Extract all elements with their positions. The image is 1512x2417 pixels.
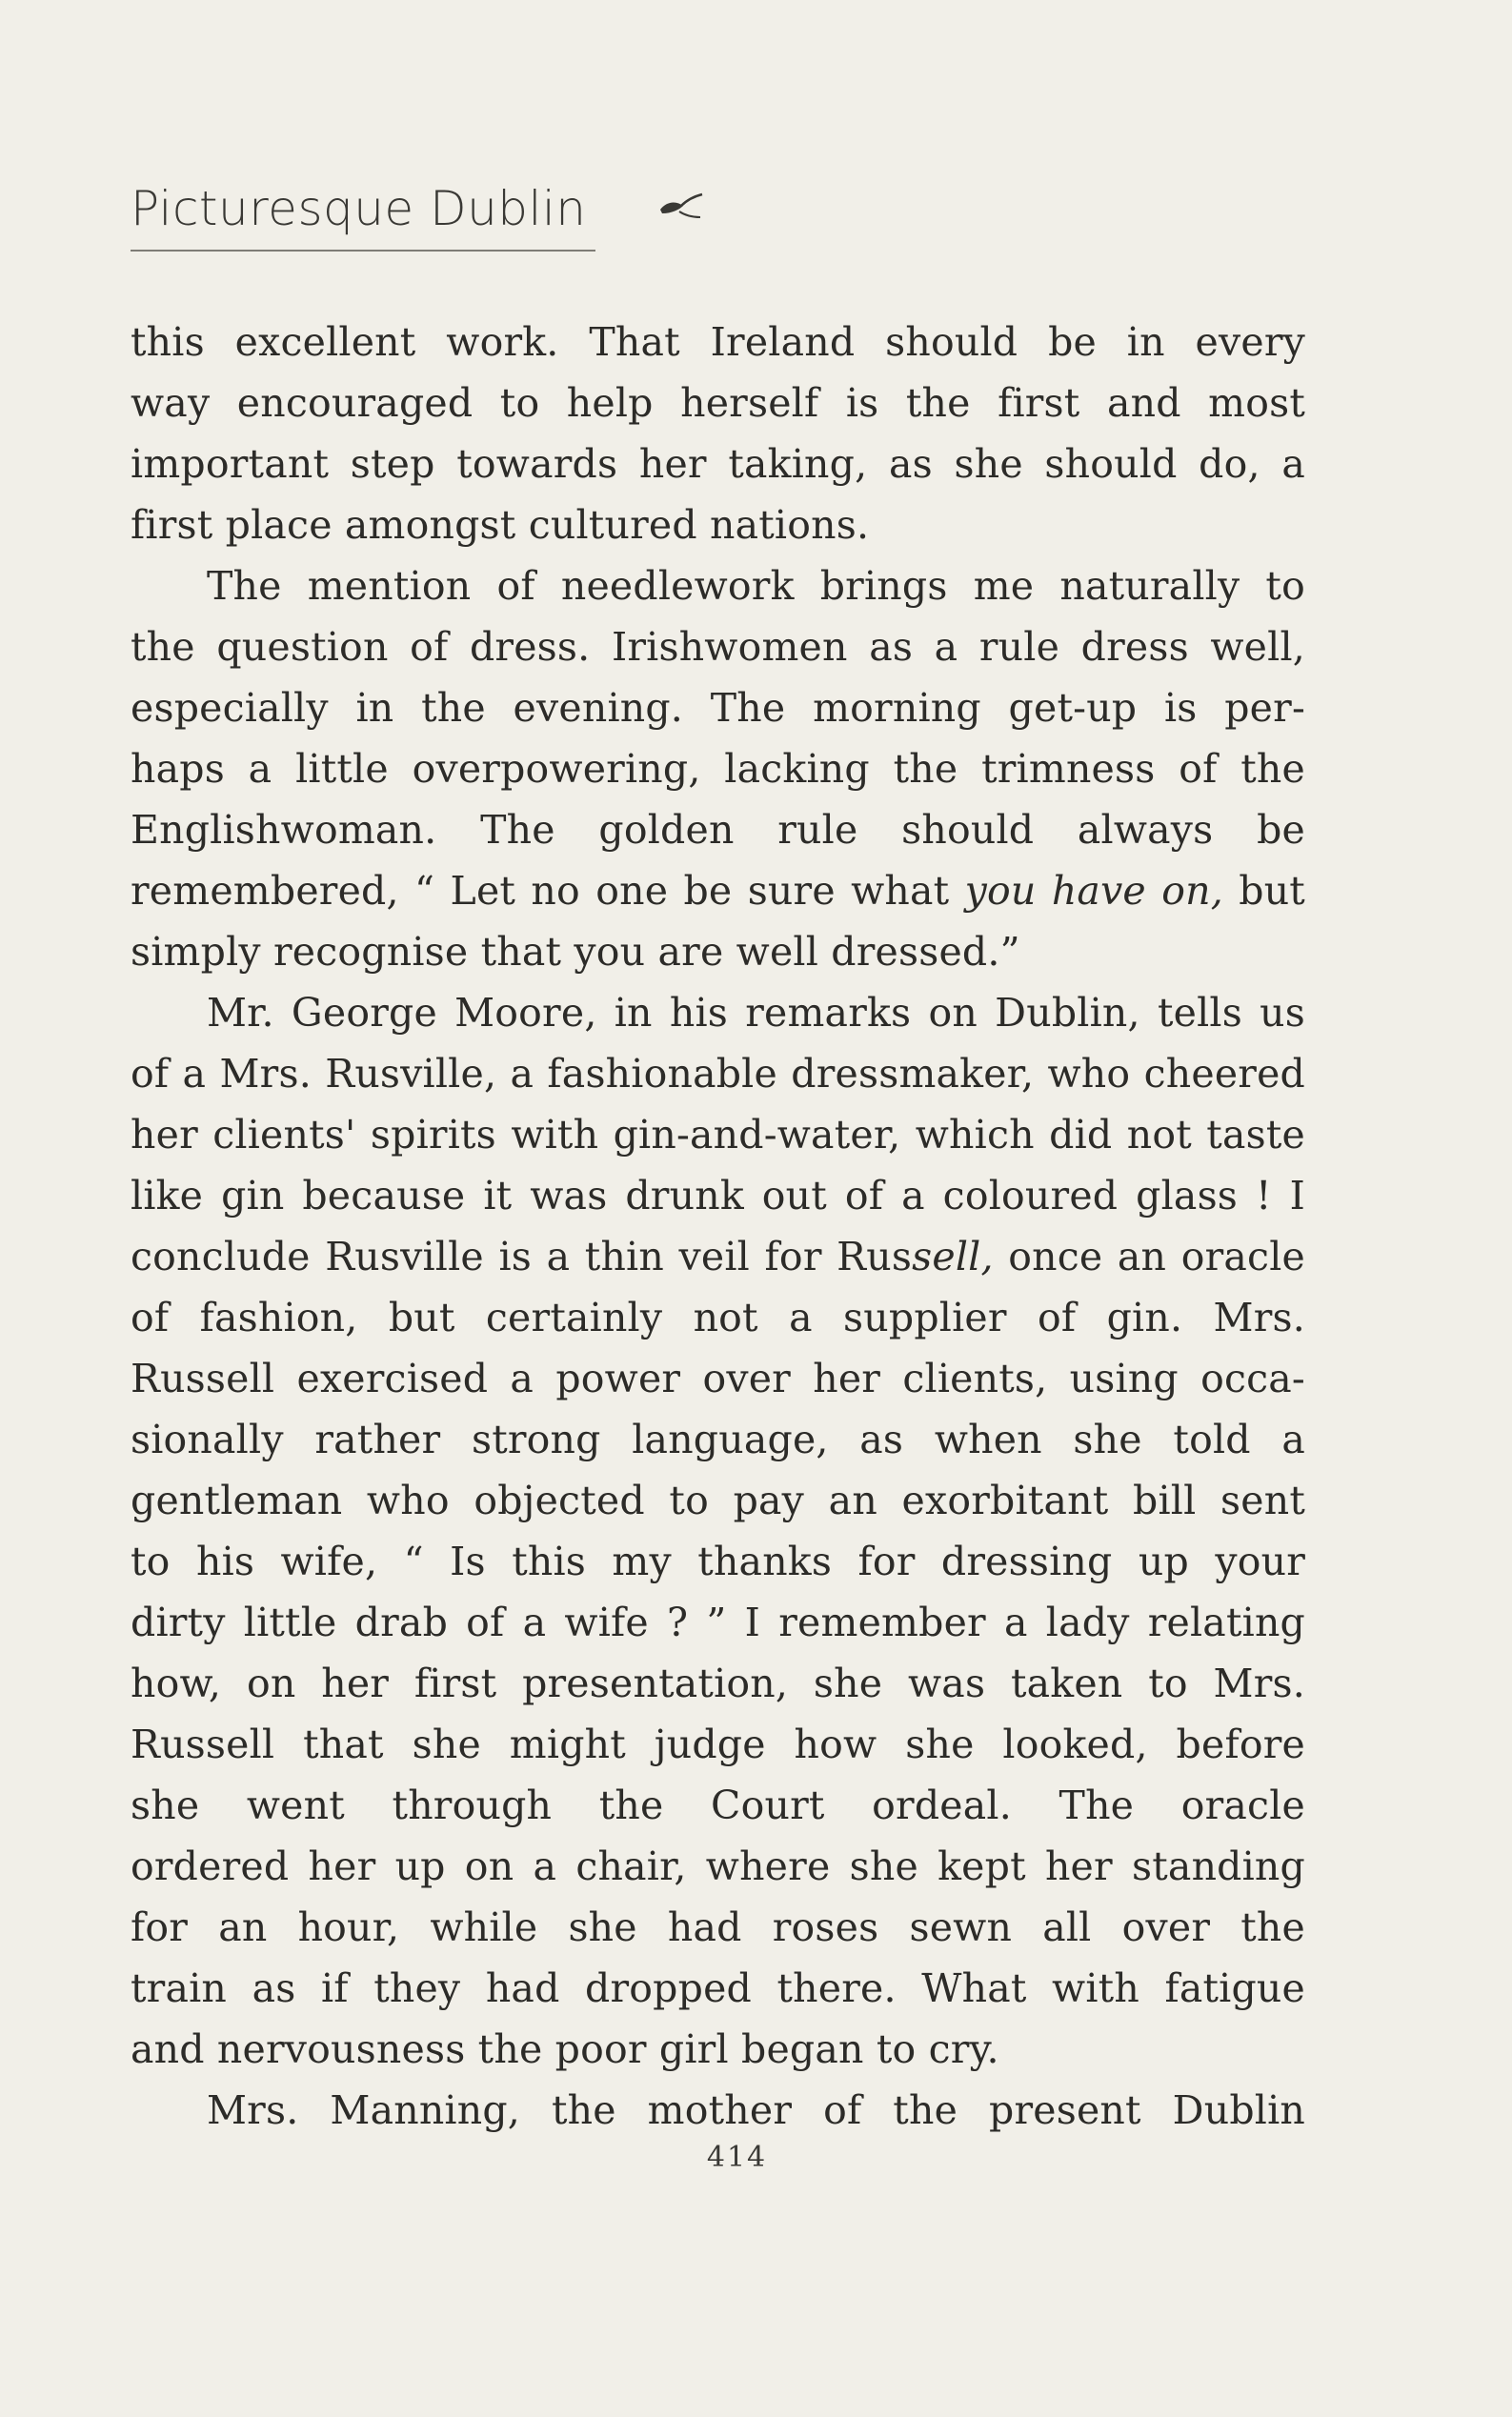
text-line [131,1226,1305,1287]
text-line [131,1531,1305,1592]
text-line [131,1714,1305,1775]
text-line [131,494,1305,555]
text-run: for an hour, while she had roses sewn all over the [131,1904,1305,1950]
text-run: first place amongst cultured nations. [131,502,870,548]
text-run: of fashion, but certainly not a supplier of gin. Mrs. [131,1295,1305,1340]
paragraph [131,555,1305,982]
text-run: she went through the Court ordeal. The oracle [131,1783,1305,1828]
text-line [131,1287,1305,1348]
text-run: Russell exercised a power over her clients, using occa- [131,1356,1305,1401]
text-line [131,1836,1305,1897]
text-run: the question of dress. Irishwomen as a rule dress well, [131,624,1305,670]
text-run: sionally rather strong language, as when she told a [131,1417,1305,1462]
text-line [131,1592,1305,1653]
text-run: her clients' spirits with gin-and-water, which did not taste [131,1112,1305,1158]
text-line [131,433,1305,494]
text-line [131,2080,1305,2141]
text-line [131,1775,1305,1836]
text-line [131,982,1305,1043]
text-run: important step towards her taking, as she should do, a [131,441,1305,487]
paragraph [131,312,1305,555]
text-run: this excellent work. That Ireland should be in every [131,319,1305,365]
text-line [131,1043,1305,1104]
text-run: Mr. George Moore, in his remarks on Dublin, tells us [207,990,1305,1036]
text-run: and nervousness the poor girl began to cry. [131,2026,999,2072]
text-run: like gin because it was drunk out of a coloured glass ! I [131,1173,1305,1219]
text-line [131,373,1305,433]
text-line [131,1409,1305,1470]
text-line [131,1165,1305,1226]
body-text [131,312,1305,2141]
paragraph [131,982,1305,2080]
running-head [131,170,740,246]
italic-text: sell, [912,1234,994,1279]
text-run: how, on her first presentation, she was taken to Mrs. [131,1661,1305,1706]
text-line [131,1348,1305,1409]
text-run: dirty little drab of a wife ? ” I remember a lady relating [131,1600,1305,1645]
text-line [131,1653,1305,1714]
page-number: 414 [706,2141,768,2174]
text-line [131,1958,1305,2019]
text-run: gentleman who objected to pay an exorbitant bill sent [131,1478,1305,1523]
text-run: haps a little overpowering, lacking the trimness of the [131,746,1305,792]
text-line [131,799,1305,860]
text-line [131,1470,1305,1531]
text-run: train as if they had dropped there. What with fatigue [131,1965,1305,2011]
italic-text: you have on, [964,868,1223,914]
text-run: once an oracle [993,1234,1305,1279]
text-run: but [1222,868,1305,914]
text-run: The mention of needlework brings me naturally to [207,563,1305,609]
text-line [131,1104,1305,1165]
text-run: Englishwoman. The golden rule should always be [131,807,1305,853]
text-line [131,2019,1305,2080]
running-title: Picturesque Dublin [131,181,587,236]
text-run: especially in the evening. The morning get-up is per- [131,685,1305,731]
text-line [131,677,1305,738]
text-line [131,738,1305,799]
text-run: Mrs. Manning, the mother of the present Dublin [207,2087,1305,2133]
text-run: ordered her up on a chair, where she kept her standing [131,1843,1305,1889]
paragraph [131,2080,1305,2141]
text-run: of a Mrs. Rusville, a fashionable dressmaker, who cheered [131,1051,1305,1097]
header-rule [131,250,595,252]
text-run: simply recognise that you are well dressed.” [131,929,1020,975]
text-line [131,555,1305,616]
text-run: conclude Rusville is a thin veil for Rus [131,1234,913,1279]
text-line [131,860,1305,921]
text-line [131,921,1305,982]
text-run: way encouraged to help herself is the first and most [131,380,1305,426]
text-line [131,312,1305,373]
text-run: to his wife, “ Is this my thanks for dressing up your [131,1539,1305,1584]
fleuron-ornament-icon [656,189,706,227]
text-run: remembered, “ Let no one be sure what [131,868,965,914]
text-run: Russell that she might judge how she looked, before [131,1722,1305,1767]
text-line [131,1897,1305,1958]
text-line [131,616,1305,677]
